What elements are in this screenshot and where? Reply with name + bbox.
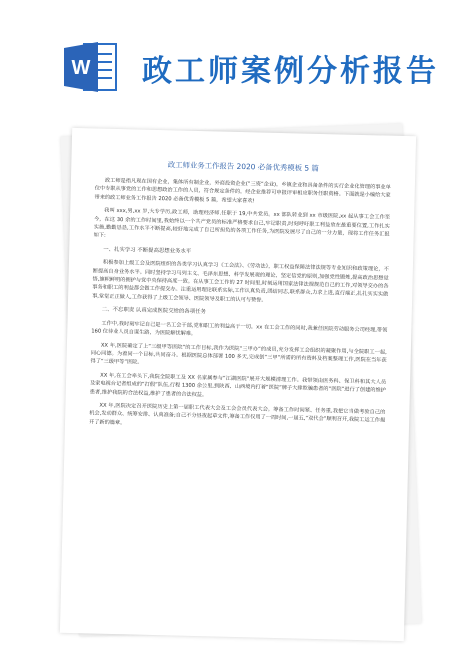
section-heading-2: 二、不忘职责 认真完成医院交给的各项任务 [101, 306, 206, 316]
body-paragraph-6: XX 年,医院决定召开医院历史上第一届职工代表大会及工会会员代表大会。筹备工作时间紧、任务重,我把它当做考验自己的机会,发动群众、统筹安排、认真准备;自己不分昼夜起草文件,筹备工作仅用了一周时间,一届五,“双代会”顺利召开,我院工运工作揭开了新的篇章。 [88, 402, 386, 427]
body-paragraph-1: 我叫 xxx,男,xx 岁,大专学历,政工师，助理经济师.任职于 19,中共党员。xx 部队转业到 xx 市级医院,xx 起从事工会工作至今，在这 30 余的工作时间里,我始终以一个共产党员的标准严格要求自己,牢记职责,时刻呼吁职工利益放在最重要位置,工作扎实实施,勤勤恳恳,工作水平不断提高,较好地完成了自己所担负的各项工作任务,为医院发展尽了自己的一分力量，现将工作任务汇报如下: [93, 207, 391, 240]
page-title: 政工师案例分析报告 [142, 54, 439, 89]
body-paragraph-2: 积极参加上级工会及医院组织的各类学习认真学习《工会法》、《劳动法》，职工权益保障法律法规等专业知识和政策理论，不断提高自身业务水平。同时坚持学习马列主义、毛泽东思想、科学发展观的理论，坚定信党的原则,加强党性锻炼,提高政治思想觉悟,旗帜鲜明的拥护与党中央保持高度一致。在从事工会工作的 27 时间里,时刻运用国家法律法规规范自己的工作,对领导交办的各事务和职工的利益都会做工作提交办。注重运用理论联系实际,工作认真负责,团结同志,联系群众,力求上进,直行端正,扎扎实实实做事,堂堂正正做人,工作获得了上级工会领导、医院领导及职工的认可与赞誉。 [92, 259, 389, 304]
header-banner [0, 0, 474, 120]
body-paragraph-5: XX 年,在工会牵头下,我院全院职工及 XX 名家属参与“江湖医院”展开大规模清理工作。我带领由医务科、保卫科和其大人员及家电视台记者组成的“打假”队伍,行程 1300 余公里,到陕西、山西境内打着“医院”牌子大肆欺骗患者的“医院”进行了创建的维护患者,维护我院的合法权益,维护了患者的合法权益。 [89, 372, 387, 398]
body-paragraph-4: XX 年,医院确定了上“三级甲等医院”的工作目标,我作为医院“三甲办”的成员,充分发挥工会组织的凝聚作用,与全院职工一起,同心同德。为着同一个目标,共同奋斗。根据医院总体部署 100 多天,完成创“三甲”所需的所有资料及档案整理工作,医院在当年获得了“三级甲等”医院。 [90, 342, 387, 366]
word-icon-letter: W [71, 57, 91, 79]
section-heading-1: 一、扎实学习 不断提高思想业务水平 [103, 246, 192, 255]
article-title: 政工师业务工作报告 2020 必备优秀模板 5 篇 [167, 160, 319, 173]
body-paragraph-3: 工作中,我时刻牢记自己是一名工会干部,党和职工的利益高于一切。xx 在工会工作的同时,我兼任医院劳动服务公司经理,带领 160 位待业人员自谋生路，为医院解忧解难。 [91, 320, 388, 338]
intro-paragraph: 政工师是指凡现在国有企业，集体所有制企业，外商投资企业(“三资”企业)，乡镇企业和具备条件的实行企业化管理的事业单位中专职从事党的工作和思想政治工作的人员，符合规定条件的，经企业推荐可申报评审相应职务任职资格。下面就是小编给大家带来的政工师业务工作报告 2020 必备优秀模板 5 篇，希望大家喜欢! [94, 177, 391, 205]
document-page [60, 128, 416, 641]
word-document-icon [62, 40, 118, 94]
